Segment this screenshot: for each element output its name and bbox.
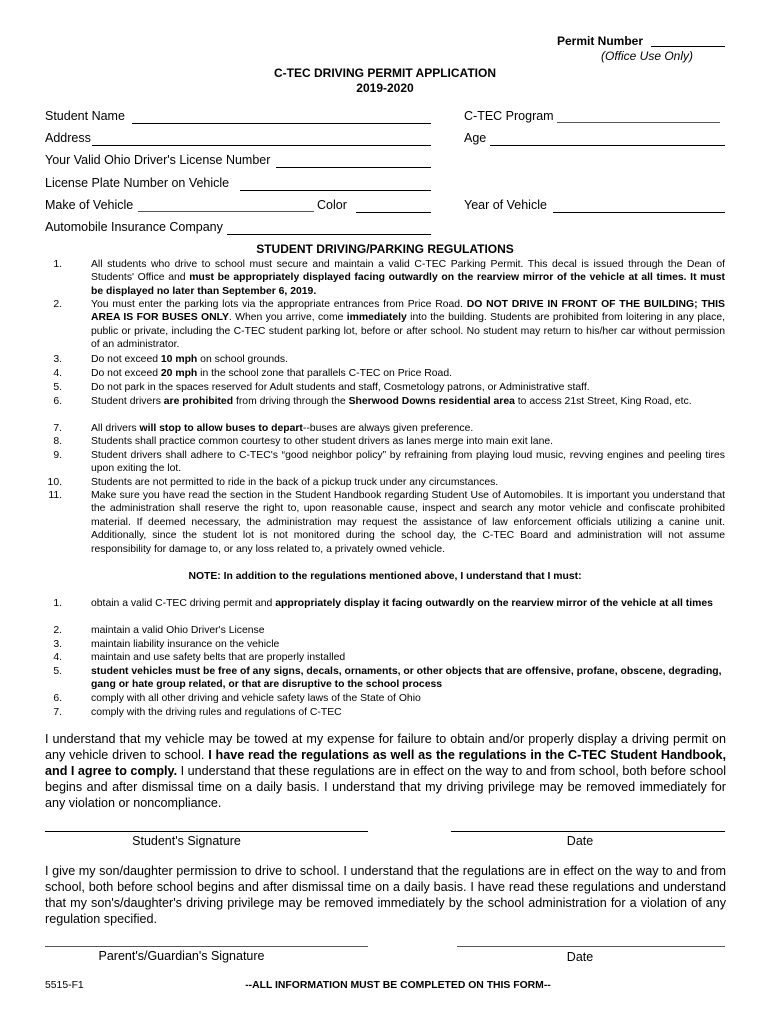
year-vehicle-label: Year of Vehicle — [464, 198, 547, 212]
regulation-emphasis: 10 mph — [160, 354, 198, 365]
regulation-number: 10. — [47, 477, 62, 488]
age-field[interactable] — [490, 145, 725, 146]
regulations-heading: STUDENT DRIVING/PARKING REGULATIONS — [256, 242, 514, 256]
regulation-number: 3. — [53, 354, 62, 365]
regulation-text: Do not exceed — [91, 368, 161, 379]
address-field[interactable] — [92, 145, 431, 146]
permit-number-label: Permit Number — [557, 34, 644, 48]
student-date-field[interactable] — [451, 831, 725, 832]
note-text: NOTE: In addition to the regulations mentioned above, I understand that I must: — [188, 571, 582, 582]
acknowledgement-number: 3. — [53, 639, 62, 650]
office-use-note: (Office Use Only) — [601, 49, 694, 63]
acknowledgement-text: comply with the driving rules and regulations of C-TEC — [91, 707, 342, 718]
regulation-text: You must enter the parking lots via the appropriate entrances from Price Road. — [91, 299, 467, 310]
ctec-program-label: C-TEC Program — [464, 109, 554, 123]
regulation-emphasis: 20 mph — [160, 368, 198, 379]
statement-text: I understand that my vehicle may be towed at my expense for failure to obtain and/or properly display a driving permit on any vehicle driven to school. — [45, 732, 726, 762]
regulation-text: Student drivers — [91, 396, 164, 407]
student-name-field[interactable] — [132, 123, 431, 124]
color-field[interactable] — [356, 212, 431, 213]
parent-date-field[interactable] — [457, 946, 725, 947]
regulation-text: Make sure you have read the section in the Student Handbook regarding Student Use of Automobiles. It is important you understand that the administration shall reserve the right to, upon reasonable cause, inspect and search any motor vehicle and confiscate prohibited material. If deemed necessary, the administration may request the assistance of law enforcement officials utilizing a canine unit. Additionally, since the student lot is not monitored during the school day, the C-TEC Board and administration will not assume responsibility for damage to, or any loss related to, a privately owned vehicle. — [91, 490, 725, 555]
student-signature-label: Student's Signature — [132, 834, 241, 848]
age-label: Age — [464, 131, 487, 145]
student-signature-field[interactable] — [45, 831, 368, 832]
license-plate-field[interactable] — [240, 190, 431, 191]
acknowledgement-emphasis: student vehicles must be free of any signs, decals, ornaments, or other objects that are offensive, profane, obscene, degrading, gang or hate group related, or that are disruptive to the school process — [91, 666, 722, 691]
statement-text: I understand that these regulations are in effect on the way to and from school, both before school begins and after dismissal time on a daily basis. I understand that my driving privilege may be removed immediately for any violation or noncompliance. — [45, 764, 727, 810]
agreement-statement — [45, 731, 726, 811]
regulation-text: . When you arrive, come — [228, 312, 347, 324]
school-year: 2019-2020 — [356, 81, 414, 95]
regulation-number: 7. — [53, 423, 62, 434]
acknowledgement-text: maintain a valid Ohio Driver's License — [91, 625, 265, 636]
parent-date-label: Date — [566, 950, 594, 964]
regulation-emphasis: DO NOT DRIVE IN FRONT OF THE BUILDING; THIS AREA IS FOR BUSES ONLY — [91, 299, 725, 324]
regulation-number: 11. — [48, 490, 62, 501]
regulation-emphasis: immediately — [346, 312, 407, 324]
regulation-emphasis: Sherwood Downs residential area — [348, 396, 515, 407]
regulation-text: All drivers — [91, 423, 140, 434]
page-title: C-TEC DRIVING PERMIT APPLICATION — [274, 66, 496, 80]
parent-signature-label: Parent's/Guardian's Signature — [98, 949, 265, 963]
regulation-number: 1. — [53, 259, 62, 270]
acknowledgement-text: comply with all other driving and vehicle safety laws of the State of Ohio — [91, 693, 421, 704]
regulation-number: 8. — [53, 436, 62, 447]
regulation-text: on school grounds. — [197, 354, 288, 365]
address-label: Address — [45, 131, 91, 145]
acknowledgement-emphasis: appropriately display it facing outwardly on the rearview mirror of the vehicle at all times — [275, 598, 713, 609]
license-plate-label: License Plate Number on Vehicle — [45, 176, 230, 190]
regulation-text: Students shall practice common courtesy to other student drivers as lanes merge into main exit lane. — [91, 436, 554, 447]
make-label: Make of Vehicle — [45, 198, 134, 212]
acknowledgement-text: maintain liability insurance on the vehicle — [91, 639, 280, 650]
acknowledgement-number: 5. — [53, 666, 62, 677]
regulation-text: Student drivers shall adhere to C-TEC's “good neighbor policy” by refraining from playing loud music, revving engines and peeling tires upon exiting the lot. — [91, 450, 725, 475]
regulation-text: to access 21st Street, King Road, etc. — [514, 396, 692, 407]
footer-notice: --ALL INFORMATION MUST BE COMPLETED ON THIS FORM-- — [245, 980, 551, 991]
acknowledgement-text: maintain and use safety belts that are properly installed — [91, 652, 346, 663]
insurance-label: Automobile Insurance Company — [45, 220, 223, 234]
regulation-text: All students who drive to school must secure and maintain a valid C-TEC Parking Permit. This decal is issued through the Dean of Students' Office and — [91, 259, 725, 284]
regulation-text: in the school zone that parallels C-TEC on Price Road. — [197, 368, 452, 379]
regulation-text: Students are not permitted to ride in the back of a pickup truck under any circumstances. — [91, 477, 499, 488]
regulation-number: 5. — [53, 382, 62, 393]
regulation-number: 2. — [53, 299, 62, 310]
regulation-text: into the building. Students are prohibited from loitering in any place, public or private, including the C-TEC student parking lot, before or after school. No student may return to his/her car without permission of an administrator. — [91, 312, 725, 351]
regulation-number: 6. — [53, 396, 62, 407]
color-label: Color — [317, 198, 347, 212]
parent-statement: I give my son/daughter permission to drive to school. I understand that the regulations are in effect on the way to and from school, both before school begins and after dismissal time on a daily basis. I have read these regulations and understand that my son's/daughter's driving privilege may be removed immediately by the school administration for a violation of any regulation specified. — [45, 864, 726, 926]
year-vehicle-field[interactable] — [553, 212, 725, 213]
acknowledgement-number: 6. — [53, 693, 62, 704]
make-field[interactable] — [138, 211, 314, 212]
acknowledgement-number: 2. — [53, 625, 62, 636]
regulation-number: 9. — [53, 450, 62, 461]
regulation-text: Do not park in the spaces reserved for Adult students and staff, Cosmetology patrons, or Administrative staff. — [91, 382, 590, 393]
regulation-number: 4. — [53, 368, 62, 379]
license-number-label: Your Valid Ohio Driver's License Number — [45, 153, 271, 167]
insurance-field[interactable] — [227, 234, 431, 235]
acknowledgement-number: 7. — [53, 707, 62, 718]
ctec-program-field[interactable] — [557, 122, 720, 123]
regulation-emphasis: will stop to allow buses to depart — [139, 423, 303, 434]
acknowledgement-number: 4. — [53, 652, 62, 663]
statement-emphasis: I have read the regulations as well as the regulations in the C-TEC Student Handbook, and I agree to comply. — [45, 748, 726, 778]
regulation-emphasis: are prohibited — [163, 396, 234, 407]
acknowledgement-number: 1. — [53, 598, 62, 609]
regulation-emphasis: must be appropriately displayed facing outwardly on the rearview mirror of the vehicle at all times. It must be displayed no later than September 6, 2019. — [91, 272, 725, 297]
student-date-label: Date — [566, 834, 594, 848]
regulation-text: from driving through the — [233, 396, 349, 407]
regulation-text: Do not exceed — [91, 354, 161, 365]
student-name-label: Student Name — [45, 109, 125, 123]
acknowledgement-text: obtain a valid C-TEC driving permit and — [91, 598, 276, 609]
permit-number-field[interactable] — [651, 46, 725, 47]
regulation-text: --buses are always given preference. — [302, 423, 474, 434]
license-number-field[interactable] — [276, 167, 431, 168]
parent-signature-field[interactable] — [45, 946, 368, 947]
form-id: 5515-F1 — [45, 980, 84, 991]
